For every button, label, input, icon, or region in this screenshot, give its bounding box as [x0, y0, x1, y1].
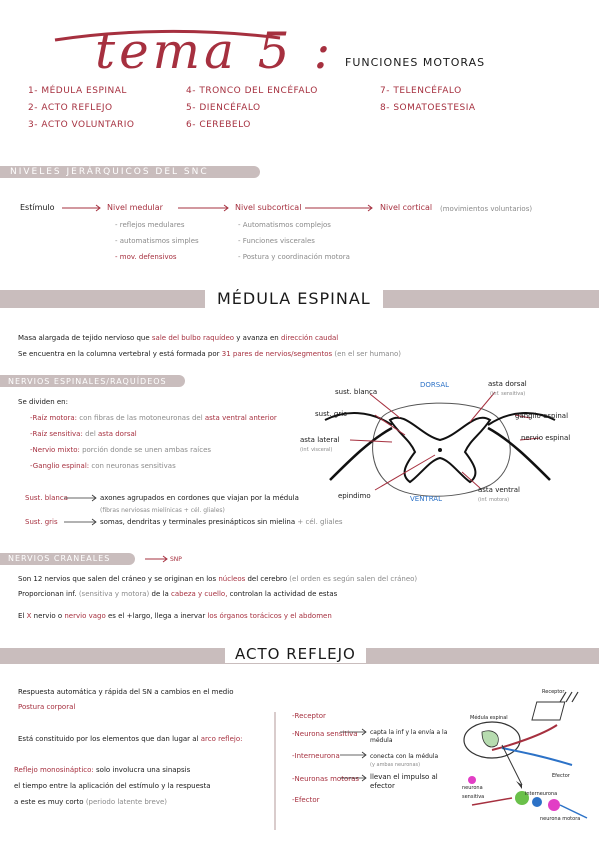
toc-item: 2- ACTO REFLEJO [28, 103, 113, 113]
nivel-subcortical-item: - Funciones viscerales [238, 237, 315, 245]
diagram-label: neurona motora [540, 816, 581, 822]
reflejo-mono: Reflejo monosináptico: solo involucra una sinapsis [14, 766, 191, 774]
toc-item: 6- CEREBELO [186, 120, 251, 130]
diagram-label: ganglio espinal [515, 412, 569, 420]
arco-element: -Neurona sensitiva [292, 730, 358, 738]
espinales-intro: Se dividen en: [18, 398, 68, 406]
diagram-label: nervio espinal [521, 434, 571, 442]
toc-item: 7- TELENCÉFALO [380, 86, 462, 96]
reflex-arc-diagram [462, 690, 592, 830]
nivel-cortical: Nivel cortical [380, 203, 433, 212]
medula-line: Se encuentra en la columna vertebral y está formada por 31 pares de nervios/segmentos (en el ser humano) [18, 350, 402, 358]
diagram-label: asta dorsal [488, 380, 527, 388]
blanca-text: axones agrupados en cordones que viajan por la médula [100, 494, 299, 502]
arco-element: -Interneurona [292, 752, 340, 760]
craneales-line: El X nervio o nervio vago es el +largo, llega a inervar los órganos torácicos y el abdomen [18, 612, 332, 620]
arco-desc: llevan el impulso al efector [370, 773, 438, 790]
arco-element: -Efector [292, 796, 320, 804]
diagram-label: neurona sensitiva [462, 785, 485, 800]
section-title: MÉDULA ESPINAL [205, 289, 383, 308]
diagram-label: VENTRAL [410, 495, 442, 503]
arco-desc: capta la inf y la envía a la médula [370, 729, 448, 744]
nivel-subcortical: Nivel subcortical [235, 203, 302, 212]
toc-item: 1- MÉDULA ESPINAL [28, 86, 127, 96]
arrow-icon [340, 726, 370, 786]
divider [274, 712, 276, 830]
reflejo-line: Está constituido por los elementos que dan lugar al arco reflejo: [18, 735, 243, 743]
snp-label: SNP [170, 556, 182, 563]
section-heading: NERVIOS CRANEALES [8, 554, 111, 563]
nivel-medular-item: - mov. defensivos [115, 253, 177, 261]
diagram-label: (inf. motora) [478, 497, 510, 503]
craneales-line: Son 12 nervios que salen del cráneo y se originan en los núcleos del cerebro (el orden es según salen del cráneo) [18, 575, 418, 583]
diagram-label: Efector [552, 773, 570, 779]
espinales-item: -Nervio mixto: porción donde se unen ambas raíces [30, 446, 212, 454]
section-heading: NIVELES JERÁRQUICOS DEL SNC [10, 167, 209, 177]
blanca-note: (fibras nerviosas mielínicas + cél. gliales) [100, 507, 225, 514]
arco-element: -Receptor [292, 712, 326, 720]
diagram-label: Médula espinal [470, 715, 508, 721]
nivel-subcortical-item: - Automatismos complejos [238, 221, 331, 229]
reflejo-mono: a este es muy corto (periodo latente breve) [14, 798, 168, 806]
nivel-medular: Nivel medular [107, 203, 163, 212]
diagram-label: Receptor [542, 689, 565, 695]
diagram-label: asta ventral [478, 486, 520, 494]
diagram-label: interneurona [525, 791, 558, 797]
diagram-label: DORSAL [420, 381, 450, 389]
toc-item: 4- TRONCO DEL ENCÉFALO [186, 86, 318, 96]
toc-item: 8- SOMATOESTESIA [380, 103, 476, 113]
nivel-medular-item: - reflejos medulares [115, 221, 185, 229]
diagram-label: epindimo [338, 492, 371, 500]
arrow-icon [62, 492, 102, 532]
gris-text: somas, dendritas y terminales presinápticos sin mielina + cél. gliales [100, 518, 343, 526]
nivel-cortical-note: (movimientos voluntarios) [440, 205, 533, 213]
estimulo-label: Estímulo [20, 203, 55, 212]
arco-element: -Neuronas motoras [292, 775, 360, 783]
diagram-label: (inf. sensitiva) [490, 391, 526, 397]
diagram-label: sust. blanca [335, 388, 378, 396]
reflejo-mono: el tiempo entre la aplicación del estímulo y la respuesta [14, 782, 211, 790]
arco-note: (y ambas neuronas) [370, 762, 421, 768]
section-title: ACTO REFLEJO [225, 645, 366, 663]
gris-key: Sust. gris [25, 518, 58, 526]
toc-item: 3- ACTO VOLUNTARIO [28, 120, 135, 130]
page-title: tema 5 : [95, 22, 335, 80]
nivel-subcortical-item: - Postura y coordinación motora [238, 253, 350, 261]
craneales-line: Proporcionan inf. (sensitiva y motora) de la cabeza y cuello, controlan la actividad de estas [18, 590, 338, 598]
nivel-medular-item: - automatismos simples [115, 237, 199, 245]
diagram-label: sust. gris [315, 410, 347, 418]
reflejo-line: Respuesta automática y rápida del SN a cambios en el medio [18, 688, 234, 696]
espinales-item: -Raíz motora: con fibras de las motoneuronas del asta ventral anterior [30, 414, 277, 422]
page-subtitle: FUNCIONES MOTORAS [345, 56, 486, 69]
arco-desc: conecta con la médula [370, 753, 439, 760]
toc-item: 5- DIENCÉFALO [186, 103, 261, 113]
reflejo-line: Postura corporal [18, 703, 76, 711]
espinales-item: -Raíz sensitiva: del asta dorsal [30, 430, 137, 438]
section-heading: NERVIOS ESPINALES/RAQUÍDEOS [8, 377, 167, 386]
diagram-label: (inf. visceral) [300, 447, 333, 453]
espinales-item: -Ganglio espinal: con neuronas sensitivas [30, 462, 176, 470]
blanca-key: Sust. blanca [25, 494, 68, 502]
medula-line: Masa alargada de tejido nervioso que sale del bulbo raquídeo y avanza en dirección caudal [18, 334, 339, 342]
diagram-label: asta lateral [300, 436, 340, 444]
